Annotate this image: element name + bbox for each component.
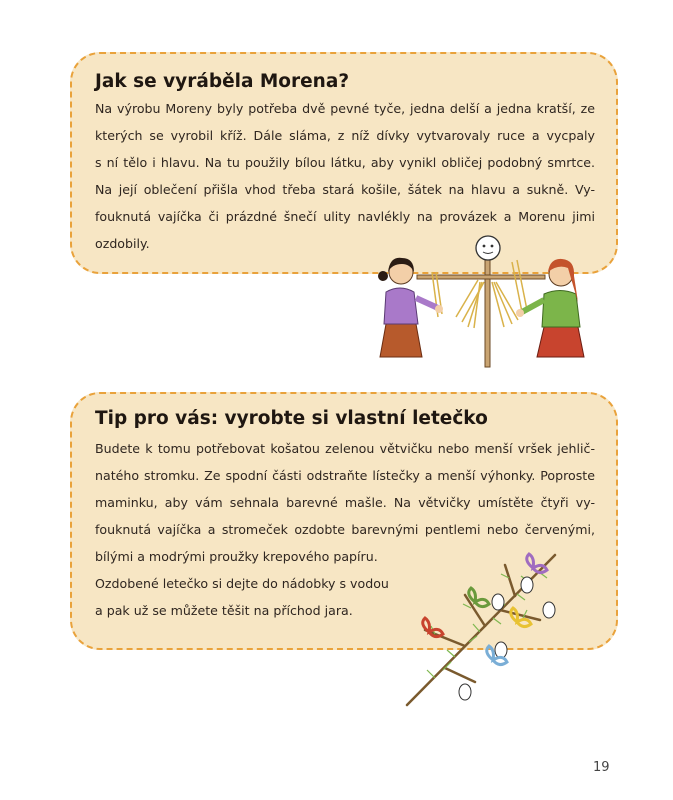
text-line: natého stromku. Ze spodní části odstraňte lístečky a menší výhonky. Poproste [95, 468, 595, 483]
text-line: maminku, aby vám sehnala barevné mašle. Na větvičky umístěte čtyři vy- [95, 495, 595, 510]
text-line: kterých se vyrobil kříž. Dále sláma, z níž dívky vytvarovaly ruce a vycpaly [95, 128, 595, 143]
text-line: Na výrobu Moreny byly potřeba dvě pevné tyče, jedna delší a jedna kratší, ze [95, 101, 595, 116]
text-line: a pak už se můžete těšit na příchod jara. [95, 603, 353, 618]
text-line: Ozdobené letečko si dejte do nádobky s vodou [95, 576, 389, 591]
text-line: s ní tělo i hlavu. Na tu použily bílou látku, aby vynikl obličej podobný smrtce. [95, 155, 595, 170]
text-line: bílými a modrými proužky krepového papíru. [95, 549, 378, 564]
text-line: Na její oblečení přišla vhod třeba stará košile, šátek na hlavu a sukně. Vy- [95, 182, 595, 197]
section-title-letecko: Tip pro vás: vyrobte si vlastní letečko [95, 408, 488, 429]
letecko-branch-illustration [405, 550, 575, 710]
text-line: Budete k tomu potřebovat košatou zelenou větvičku nebo menší vršek jehlič- [95, 441, 595, 456]
text-line: fouknutá vajíčka a stromeček ozdobte barevnými pentlemi nebo červenými, [95, 522, 595, 537]
text-line: fouknutá vajíčka či prázdné šnečí ulity navlékly na provázek a Morenu jimi [95, 209, 595, 224]
morena-illustration [372, 232, 612, 357]
text-line: ozdobily. [95, 236, 150, 251]
section-title-morena: Jak se vyráběla Morena? [95, 71, 350, 92]
page-number: 19 [593, 760, 610, 775]
